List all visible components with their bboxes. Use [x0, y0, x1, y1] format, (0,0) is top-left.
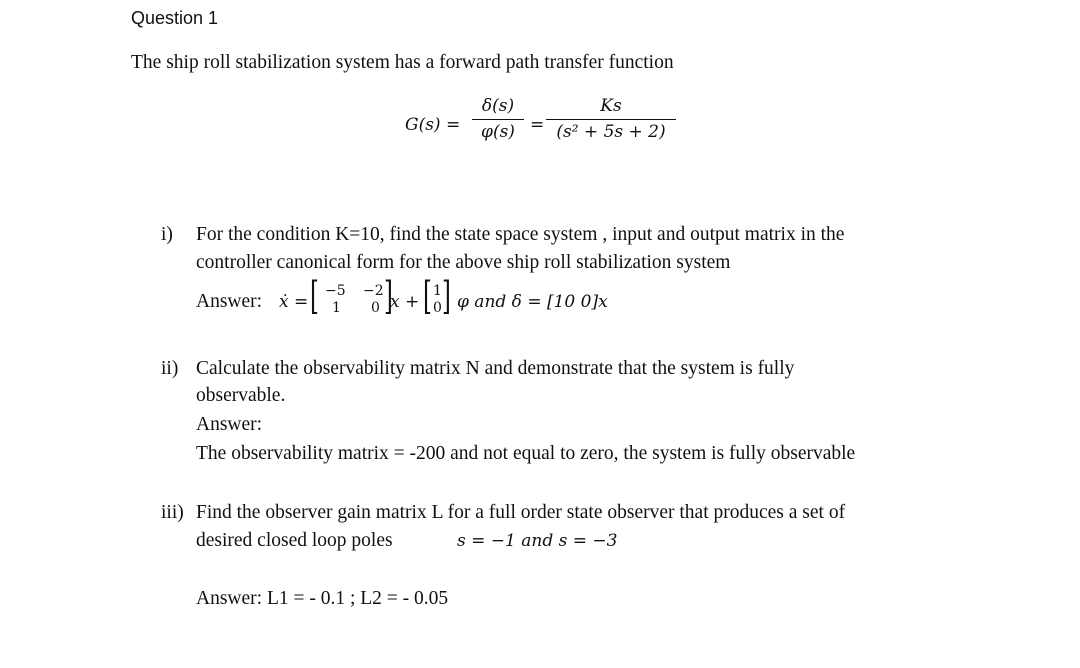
tf-denominator-1: φ(s)	[481, 122, 515, 142]
x-plus: x +	[390, 292, 420, 312]
matrix-a	[309, 274, 393, 324]
matrix-b-cell: 1	[433, 283, 442, 299]
part-ii-answer-label: Answer:	[196, 414, 263, 435]
right-bracket: ]	[441, 274, 451, 318]
tf-equals: =	[530, 115, 545, 135]
tf-numerator-2: Ks	[600, 96, 622, 116]
part-i-answer-label: Answer:	[196, 291, 263, 312]
tf-fraction-1	[472, 96, 524, 142]
matrix-a-cell: −2	[363, 283, 384, 299]
fraction-bar	[546, 119, 676, 120]
right-bracket: ]	[383, 274, 393, 318]
fraction-bar	[472, 119, 524, 120]
part-ii-line-1: Calculate the observability matrix N and demonstrate that the system is fully	[196, 358, 795, 379]
part-i-marker: i)	[161, 224, 173, 245]
xdot-equals: ẋ =	[279, 292, 309, 312]
left-bracket: [	[309, 274, 319, 318]
part-iii-line-1: Find the observer gain matrix L for a full order state observer that produces a set of	[196, 502, 846, 523]
desired-poles: s = −1 and s = −3	[457, 531, 618, 551]
part-ii-marker: ii)	[161, 358, 179, 379]
output-equation: φ and δ = [10 0]x	[457, 292, 608, 312]
part-ii-answer-text: The observability matrix = -200 and not equal to zero, the system is fully observable	[196, 443, 856, 464]
matrix-a-cell: 0	[371, 300, 380, 316]
left-bracket: [	[422, 274, 432, 318]
tf-numerator-1: δ(s)	[481, 96, 515, 116]
matrix-b	[422, 274, 454, 324]
matrix-a-cell: 1	[332, 300, 341, 316]
part-ii-line-2: observable.	[196, 385, 286, 406]
part-i-line-2: controller canonical form for the above ship roll stabilization system	[196, 252, 731, 273]
matrix-a-cell: −5	[325, 283, 346, 299]
tf-lhs: G(s) =	[405, 115, 461, 135]
question-title: Question 1	[131, 8, 219, 28]
part-i-line-1: For the condition K=10, find the state space system , input and output matrix in the	[196, 224, 845, 245]
intro-text: The ship roll stabilization system has a forward path transfer function	[131, 52, 674, 73]
part-iii-marker: iii)	[161, 502, 184, 523]
part-iii-line-2: desired closed loop poles	[196, 530, 393, 551]
part-iii-answer: Answer: L1 = - 0.1 ; L2 = - 0.05	[196, 588, 449, 609]
tf-fraction-2	[546, 96, 676, 142]
tf-denominator-2: (s² + 5s + 2)	[556, 122, 666, 142]
matrix-b-cell: 0	[433, 300, 442, 316]
